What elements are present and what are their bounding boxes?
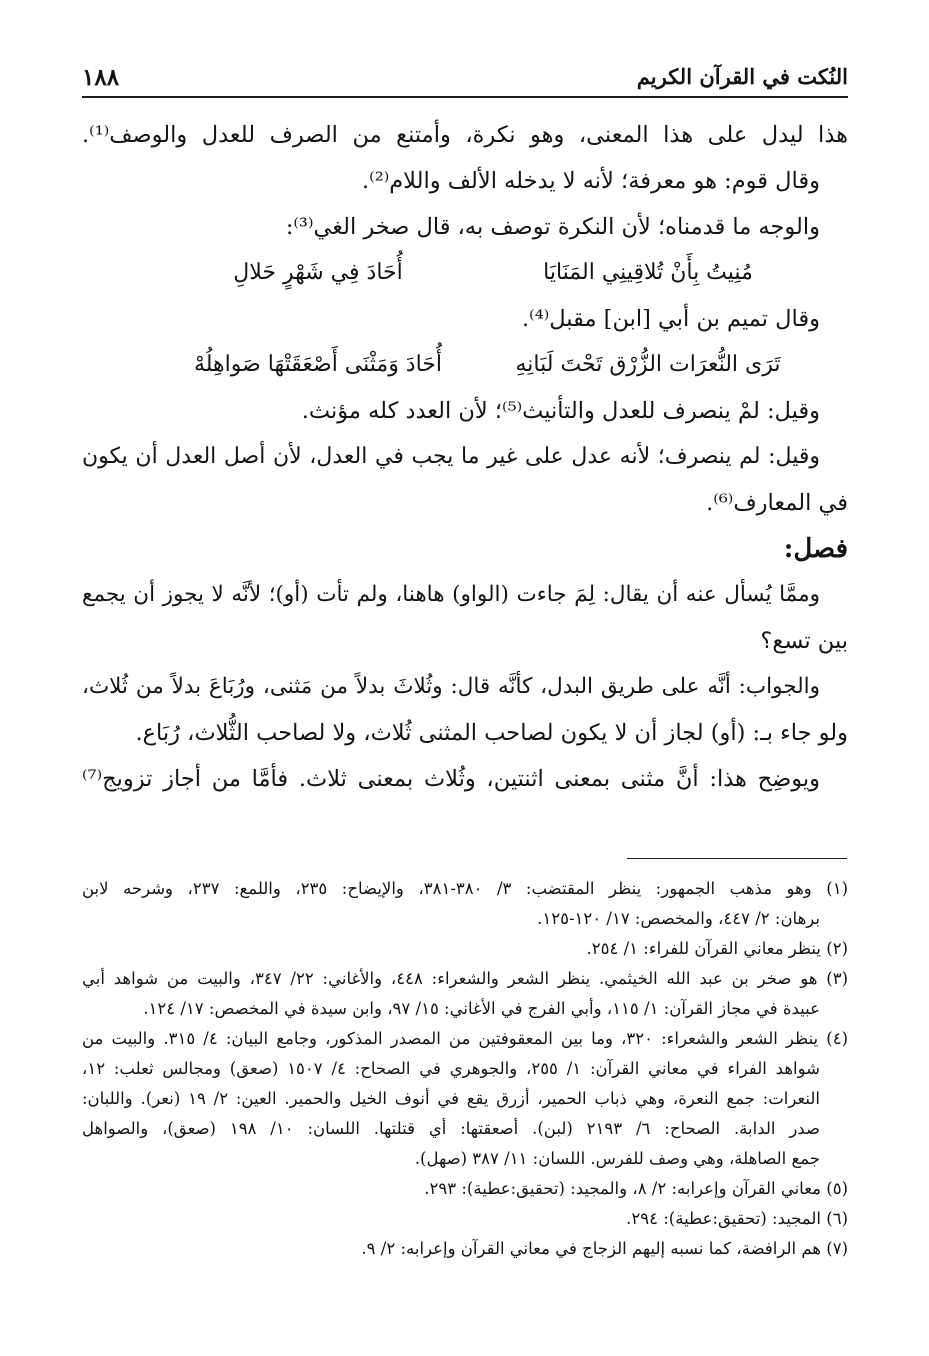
text-line: والوجه ما قدمناه؛ لأن النكرة توصف به، قال صخر الغي⁽³⁾: (285, 214, 820, 240)
text-line: ولو جاء بـ: (أو) لجاز أن لا يكون لصاحب المثنى ثُلاث، ولا لصاحب الثُّلاث، رُبَاع. (135, 720, 848, 746)
book-title: النُكت في القرآن الكريم (636, 64, 848, 89)
verse-second-hemistich: أُحَادَ فِي شَهْرٍ حَلالِ (233, 260, 403, 285)
verse-first-hemistich: مُنِيتُ بِأَنْ تُلاقِينِي المَنَايَا (543, 260, 753, 285)
text-line: والجواب: أنَّه على طريق البدل، كأنَّه قال: وثُلاثَ بدلاً من مَثنى، ورُبَاعَ بدلاً من ثُلاث، (82, 674, 820, 699)
text-line: بين تسع؟ (760, 628, 848, 654)
footnote-line: (٥) معاني القرآن وإعرابه: ٢/ ٨، والمجيد: (تحقيق:عطية): ٢٩٣. (424, 1179, 848, 1198)
footnote-line: النعرات: جمع النعرة، وهي ذباب الحمير، أزرق يقع في أنوف الخيل والحمير. العين: ٢/ ١٩ (نعر). واللبان: (82, 1089, 820, 1108)
verse-second-hemistich: أُحَادَ وَمَثْنَى أَصْعَقَتْهَا صَواهِلُهْ (193, 352, 443, 377)
footnote-line: (٦) المجيد: (تحقيق:عطية): ٢٩٤. (626, 1209, 848, 1228)
text-line: وقال قوم: هو معرفة؛ لأنه لا يدخله الألف واللام⁽²⁾. (362, 168, 820, 194)
main-text (82, 112, 848, 822)
footnote-line: (٢) ينظر معاني القرآن للفراء: ١/ ٢٥٤. (586, 939, 848, 958)
text-line: في المعارف⁽⁶⁾. (706, 490, 848, 516)
footnote-line: برهان: ٢/ ٤٤٧، والمخصص: ١٧/ ١٢٠-١٢٥. (537, 909, 820, 928)
footnote-line: (٧) هم الرافضة، كما نسبه إليهم الزجاج في معاني القرآن وإعرابه: ٢/ ٩. (361, 1239, 848, 1258)
text-line: وممَّا يُسأل عنه أن يقال: لِمَ جاءت (الواو) هاهنا، ولم تأت (أو)؛ لأنَّه لا يجوز أن يجمع (82, 582, 820, 607)
footnote-line: (١) وهو مذهب الجمهور: ينظر المقتضب: ٣/ ٣٨٠-٣٨١، والإيضاح: ٢٣٥، واللمع: ٢٣٧، وشرحه لابن (82, 879, 848, 898)
footnote-line: عبيدة في مجاز القرآن: ١/ ١١٥، وأبي الفرج في الأغاني: ١٥/ ٩٧، وابن سيدة في المخصص: ١٧/ ١٢٤. (143, 999, 820, 1018)
text-line: هذا ليدل على هذا المعنى، وهو نكرة، وأمتنع من الصرف للعدل والوصف⁽¹⁾. (82, 122, 848, 148)
poetry-verse (82, 250, 848, 296)
text-line: وقيل: لمْ ينصرف للعدل والتأنيث⁽⁵⁾؛ لأن العدد كله مؤنث. (301, 398, 820, 424)
poetry-verse (82, 342, 848, 388)
section-heading: فصل: (783, 534, 848, 564)
text-line: ويوضِح هذا: أنَّ مثنى بمعنى اثنتين، وثُلاث بمعنى ثلاث. فأمَّا من أجاز تزويج⁽⁷⁾ (82, 766, 820, 792)
footnote-separator (627, 858, 847, 859)
footnote-line: صدر الدابة. الصحاح: ٦/ ٢١٩٣ (لبن). أصعقتها: أي قتلتها. اللسان: ١٠/ ١٩٨ (صعق)، والصواهل (82, 1119, 820, 1138)
footnote-line: جمع الصاهلة، وهي وصف للفرس. اللسان: ١١/ ٣٨٧ (صهل). (414, 1149, 820, 1168)
text-line: وقيل: لم ينصرف؛ لأنه عدل على غير ما يجب في العدل، لأن أصل العدل أن يكون (82, 444, 820, 469)
verse-first-hemistich: تَرَى النُّعرَات الزُّرْق تَحْتَ لَبَانِهِ (515, 352, 781, 377)
page-number: ١٨٨ (82, 64, 120, 91)
footnote-line: شواهد الفراء في معاني القرآن: ١/ ٢٥٥، والجوهري في الصحاح: ٤/ ١٥٠٧ (صعق) ومجالس ثعلب: ١٢، (82, 1059, 820, 1078)
text-line: وقال تميم بن أبي [ابن] مقبل⁽⁴⁾. (522, 306, 820, 332)
footnote-line: (٣) هو صخر بن عبد الله الخيثمي. ينظر الشعر والشعراء: ٤٤٨، والأغاني: ٢٢/ ٣٤٧، والبيت من شواهد أبي (82, 969, 848, 988)
footnotes (82, 874, 848, 1264)
running-header (82, 60, 848, 98)
footnote-line: (٤) ينظر الشعر والشعراء: ٣٢٠، وما بين المعقوفتين من المصدر المذكور، وجامع البيان: ٤/ ٣١٥. والبيت من (82, 1029, 848, 1048)
